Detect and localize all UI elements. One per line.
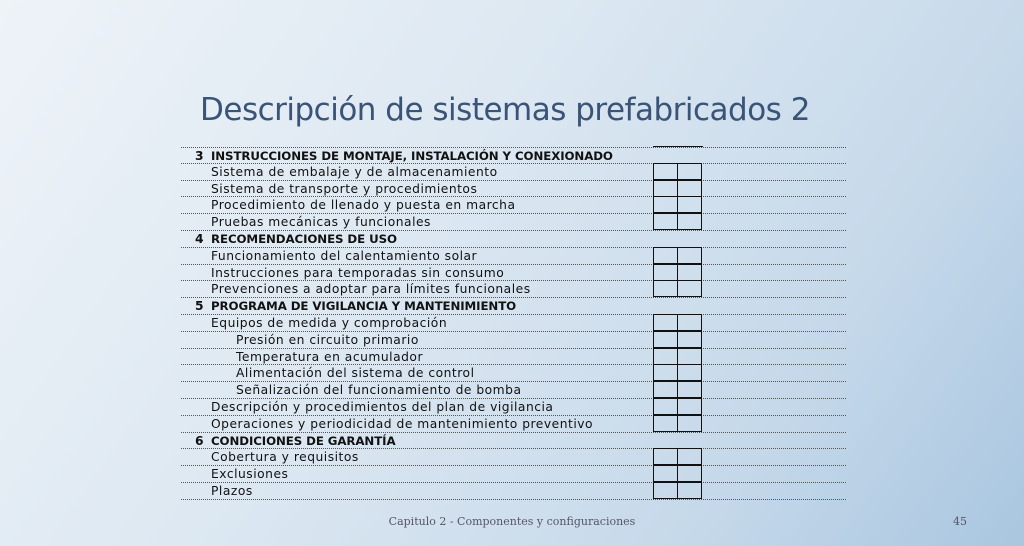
checklist-item-label: Señalización del funcionamiento de bomba: [236, 383, 522, 398]
checkbox-col-2[interactable]: [677, 331, 702, 348]
checklist-item-label: Prevenciones a adoptar para límites funcionales: [211, 282, 531, 297]
checklist-table: [181, 147, 846, 500]
page-number: 45: [953, 515, 967, 528]
checkbox-col-2[interactable]: [677, 482, 702, 499]
checkbox-col-1[interactable]: [653, 264, 678, 281]
checklist-row: [181, 382, 846, 399]
checkbox-col-1[interactable]: [653, 348, 678, 365]
slide-footer: Capitulo 2 - Componentes y configuraciones: [388, 515, 636, 528]
checkbox-col-2[interactable]: [677, 280, 702, 297]
checklist-item-label: Presión en circuito primario: [236, 332, 419, 347]
checklist-row: [181, 164, 846, 181]
checklist-row: [181, 332, 846, 349]
checklist-row: [181, 197, 846, 214]
checkbox-col-1[interactable]: [653, 163, 678, 180]
checkbox-col-1[interactable]: [653, 331, 678, 348]
checkbox-col-1[interactable]: [653, 247, 678, 264]
section-header-row: [181, 433, 846, 450]
checklist-row: [181, 399, 846, 416]
checklist-row: [181, 281, 846, 298]
checklist-row: [181, 449, 846, 466]
checkbox-col-2[interactable]: [677, 465, 702, 482]
checklist-row: [181, 214, 846, 231]
checkbox-col-1[interactable]: [653, 398, 678, 415]
section-number: 3: [195, 149, 204, 163]
checklist-item-label: Plazos: [211, 483, 253, 498]
checkbox-col-2[interactable]: [677, 398, 702, 415]
section-header-row: [181, 147, 846, 164]
checkbox-col-2[interactable]: [677, 364, 702, 381]
checklist-item-label: Sistema de transporte y procedimientos: [211, 181, 478, 196]
checkbox-col-2[interactable]: [677, 314, 702, 331]
checkbox-col-2[interactable]: [677, 448, 702, 465]
checklist-item-label: Funcionamiento del calentamiento solar: [211, 248, 478, 263]
slide-title: Descripción de sistemas prefabricados 2: [200, 92, 810, 128]
checklist-item-label: Procedimiento de llenado y puesta en marcha: [211, 198, 516, 213]
checklist-item-label: Alimentación del sistema de control: [236, 366, 475, 381]
checklist-row: [181, 248, 846, 265]
checklist-item-label: Operaciones y periodicidad de mantenimiento preventivo: [211, 416, 594, 431]
checkbox-col-1[interactable]: [653, 381, 678, 398]
section-number: 4: [195, 231, 204, 246]
checklist-item-label: Equipos de medida y comprobación: [211, 315, 448, 330]
checklist-item-label: Sistema de embalaje y de almacenamiento: [211, 164, 498, 179]
checkbox-col-2[interactable]: [677, 381, 702, 398]
checklist-row: [181, 315, 846, 332]
checklist-item-label: Instrucciones para temporadas sin consumo: [211, 265, 505, 280]
section-number: 6: [195, 433, 204, 448]
checkbox-col-2[interactable]: [677, 415, 702, 432]
section-title: INSTRUCCIONES DE MONTAJE, INSTALACIÓN Y CONEXIONADO: [211, 149, 613, 163]
checkbox-col-1[interactable]: [653, 415, 678, 432]
checkbox-col-2[interactable]: [677, 163, 702, 180]
checklist-item-label: Cobertura y requisitos: [211, 450, 359, 465]
checklist-row: [181, 265, 846, 282]
section-title: CONDICIONES DE GARANTÍA: [211, 433, 396, 448]
checklist-item-label: Pruebas mecánicas y funcionales: [211, 215, 431, 230]
section-number: 5: [195, 299, 204, 314]
section-header-row: [181, 231, 846, 248]
section-title: PROGRAMA DE VIGILANCIA Y MANTENIMIENTO: [211, 299, 517, 314]
section-title: RECOMENDACIONES DE USO: [211, 231, 397, 246]
checkbox-col-2[interactable]: [677, 180, 702, 197]
checkbox-col-1[interactable]: [653, 280, 678, 297]
checklist-item-label: Temperatura en acumulador: [236, 349, 424, 364]
checkbox-col-2[interactable]: [677, 348, 702, 365]
section-header-row: [181, 298, 846, 315]
checkbox-col-2[interactable]: [677, 247, 702, 264]
checkbox-col-2[interactable]: [677, 264, 702, 281]
checklist-row: [181, 181, 846, 198]
checklist-item-label: Exclusiones: [211, 467, 289, 482]
checklist-row: [181, 416, 846, 433]
checkbox-col-1[interactable]: [653, 213, 678, 230]
checkbox-col-1[interactable]: [653, 465, 678, 482]
checkbox-col-1[interactable]: [653, 314, 678, 331]
checklist-row: [181, 466, 846, 483]
checklist-row: [181, 365, 846, 382]
checklist-row: [181, 349, 846, 366]
checkbox-col-1[interactable]: [653, 364, 678, 381]
checkbox-col-2[interactable]: [677, 213, 702, 230]
checkbox-col-1[interactable]: [653, 180, 678, 197]
checkbox-col-2[interactable]: [677, 196, 702, 213]
checkbox-col-1[interactable]: [653, 196, 678, 213]
checkbox-col-1[interactable]: [653, 482, 678, 499]
checkbox-col-1[interactable]: [653, 448, 678, 465]
checklist-row: [181, 483, 846, 500]
checklist-item-label: Descripción y procedimientos del plan de vigilancia: [211, 399, 554, 414]
